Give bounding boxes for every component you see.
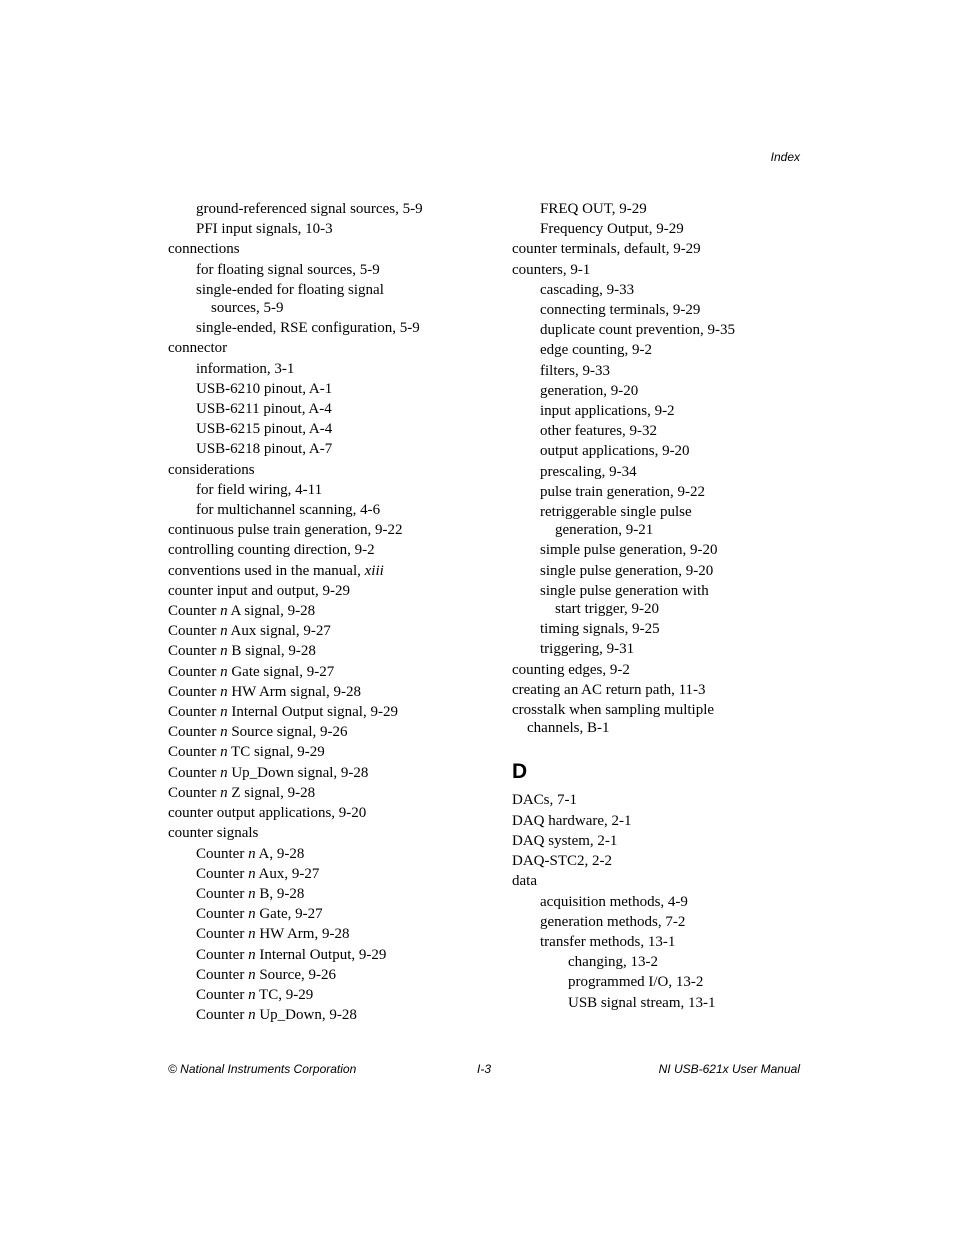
index-subentry: generation, 9-20 [540, 382, 639, 399]
index-subentry: output applications, 9-20 [540, 443, 690, 460]
index-subentry: PFI input signals, 10-3 [196, 221, 333, 238]
entry-text: B signal, 9-28 [227, 643, 316, 660]
index-subentry: information, 3-1 [196, 360, 295, 377]
entry-text: Aux, 9-27 [255, 865, 320, 882]
index-main-entry: DACs, 7-1 [512, 792, 578, 809]
index-subentry [168, 864, 488, 884]
index-subentry: single pulse generation with [540, 582, 709, 599]
entry-italic-variable: n [248, 926, 256, 943]
entry-text: Counter [196, 926, 249, 943]
entry-text: Counter [196, 885, 249, 902]
index-main-entry: counters, 9-1 [512, 261, 591, 278]
entry-text: Up_Down, 9-28 [255, 1007, 357, 1024]
footer-manual-title: NI USB-621x User Manual [658, 1062, 800, 1076]
index-subentry: other features, 9-32 [540, 423, 658, 440]
index-main-entry: DAQ-STC2, 2-2 [512, 853, 612, 870]
index-main-entry: controlling counting direction, 9-2 [168, 542, 375, 559]
index-subentry: for field wiring, 4-11 [196, 481, 323, 498]
index-main-entry: creating an AC return path, 11-3 [512, 681, 706, 698]
footer-copyright: © National Instruments Corporation [168, 1062, 357, 1076]
index-main-entry: counter output applications, 9-20 [168, 805, 367, 822]
entry-italic-variable: n [220, 764, 228, 781]
index-subentry: timing signals, 9-25 [540, 621, 660, 638]
index-main-entry: crosstalk when sampling multiple [512, 702, 715, 719]
entry-text: Counter [168, 784, 221, 801]
index-subentry [168, 945, 488, 965]
index-main-entry: counter terminals, default, 9-29 [512, 241, 701, 258]
entry-italic-variable: n [248, 1007, 256, 1024]
index-subentry: single-ended for floating signal [196, 281, 384, 298]
entry-italic-variable: n [248, 946, 256, 963]
entry-text: TC, 9-29 [255, 986, 314, 1003]
entry-italic-variable: n [220, 623, 228, 640]
entry-text: Gate signal, 9-27 [227, 663, 335, 680]
entry-text: Counter [168, 704, 221, 721]
entry-text: Counter [168, 724, 221, 741]
index-subentry: triggering, 9-31 [540, 641, 635, 658]
entry-text: Counter [196, 986, 249, 1003]
index-main-entry: DAQ system, 2-1 [512, 832, 618, 849]
index-main-entry [168, 601, 488, 621]
index-main-entry: continuous pulse train generation, 9-22 [168, 522, 403, 539]
index-sub-subentry: USB signal stream, 13-1 [568, 994, 716, 1011]
entry-italic-variable: n [248, 845, 256, 862]
index-subentry: input applications, 9-2 [540, 403, 675, 420]
entry-text: Up_Down signal, 9-28 [227, 764, 369, 781]
entry-text: HW Arm, 9-28 [255, 926, 350, 943]
entry-text: Counter [196, 865, 249, 882]
index-sub-subentry: programmed I/O, 13-2 [568, 974, 704, 991]
index-main-entry: considerations [168, 461, 255, 478]
entry-italic-variable: n [220, 683, 228, 700]
index-subentry: FREQ OUT, 9-29 [540, 201, 647, 217]
entry-text: Z signal, 9-28 [227, 784, 316, 801]
index-subentry: filters, 9-33 [540, 362, 610, 379]
entry-text: Counter [168, 663, 221, 680]
entry-text: Source, 9-26 [255, 966, 336, 983]
entry-text: Counter [168, 683, 221, 700]
section-letter-heading: D [512, 760, 528, 784]
index-main-entry: connections [168, 241, 240, 258]
index-subentry: pulse train generation, 9-22 [540, 483, 705, 500]
index-main-entry [168, 763, 488, 783]
index-subentry [168, 965, 488, 985]
entry-italic-variable: n [220, 704, 228, 721]
index-main-entry [168, 682, 488, 702]
index-sub-subentry: changing, 13-2 [568, 954, 658, 971]
index-main-entry [168, 561, 488, 581]
entry-italic-variable: n [248, 906, 256, 923]
entry-text: B, 9-28 [255, 885, 305, 902]
entry-italic-variable: n [220, 643, 228, 660]
entry-text: Counter [196, 946, 249, 963]
index-subentry: USB-6210 pinout, A-1 [196, 380, 333, 397]
index-subentry [168, 884, 488, 904]
index-subentry: single pulse generation, 9-20 [540, 562, 714, 579]
entry-text: Gate, 9-27 [255, 906, 323, 923]
index-subentry: edge counting, 9-2 [540, 342, 653, 359]
entry-italic-variable: n [248, 966, 256, 983]
entry-text: Counter [196, 906, 249, 923]
index-main-entry: counting edges, 9-2 [512, 661, 630, 678]
index-subentry: generation methods, 7-2 [540, 913, 686, 930]
index-main-entry [168, 742, 488, 762]
entry-italic-variable: n [248, 986, 256, 1003]
entry-text: A, 9-28 [255, 845, 305, 862]
index-column-left [168, 199, 488, 1025]
index-subentry: ground-referenced signal sources, 5-9 [196, 201, 423, 217]
index-subentry: connecting terminals, 9-29 [540, 302, 701, 319]
index-subentry: duplicate count prevention, 9-35 [540, 322, 735, 339]
index-subentry: for floating signal sources, 5-9 [196, 261, 380, 278]
entry-text: Counter [196, 1007, 249, 1024]
index-main-entry: counter signals [168, 825, 259, 842]
index-main-entry [168, 722, 488, 742]
entry-text: Counter [168, 603, 221, 620]
index-main-entry: channels, B-1 [527, 720, 610, 737]
entry-italic-variable: n [220, 663, 228, 680]
index-subentry: USB-6211 pinout, A-4 [196, 401, 332, 418]
index-main-entry: DAQ hardware, 2-1 [512, 812, 632, 829]
index-subentry: cascading, 9-33 [540, 281, 635, 298]
index-subentry [168, 844, 488, 864]
entry-italic-variable: n [248, 865, 256, 882]
entry-text: Source signal, 9-26 [227, 724, 348, 741]
entry-text: Counter [168, 764, 221, 781]
entry-italic-variable: n [220, 744, 228, 761]
index-main-entry [168, 662, 488, 682]
entry-text: Counter [168, 744, 221, 761]
entry-text: Counter [196, 966, 249, 983]
index-main-entry [168, 621, 488, 641]
index-subentry [168, 924, 488, 944]
entry-text: Counter [168, 623, 221, 640]
footer-page-number: I-3 [477, 1062, 492, 1076]
entry-text: HW Arm signal, 9-28 [227, 683, 362, 700]
index-main-entry: connector [168, 340, 228, 357]
index-subentry: single-ended, RSE configuration, 5-9 [196, 320, 420, 337]
index-column-right [512, 199, 832, 1013]
entry-italic-variable: n [220, 724, 228, 741]
index-subentry: acquisition methods, 4-9 [540, 893, 688, 910]
entry-text: Counter [168, 643, 221, 660]
index-subentry: sources, 5-9 [211, 300, 284, 317]
index-main-entry [168, 783, 488, 803]
index-subentry: for multichannel scanning, 4-6 [196, 502, 381, 519]
index-subentry [168, 1005, 488, 1025]
index-main-entry [168, 641, 488, 661]
index-subentry: USB-6215 pinout, A-4 [196, 421, 333, 438]
entry-text: Internal Output signal, 9-29 [227, 704, 398, 721]
index-main-entry: counter input and output, 9-29 [168, 582, 351, 599]
index-subentry: retriggerable single pulse [540, 504, 692, 521]
index-subentry: start trigger, 9-20 [555, 601, 659, 618]
entry-italic-variable: n [248, 885, 256, 902]
entry-italic-variable: xiii [364, 562, 384, 579]
index-main-entry: data [512, 873, 537, 890]
entry-text: Counter [196, 845, 249, 862]
index-main-entry [168, 702, 488, 722]
index-subentry: Frequency Output, 9-29 [540, 221, 684, 238]
entry-text: TC signal, 9-29 [227, 744, 325, 761]
index-subentry [168, 985, 488, 1005]
entry-text: Internal Output, 9-29 [255, 946, 387, 963]
index-subentry: simple pulse generation, 9-20 [540, 542, 718, 559]
running-header: Index [770, 150, 800, 164]
entry-text: Aux signal, 9-27 [227, 623, 331, 640]
index-subentry: transfer methods, 13-1 [540, 933, 676, 950]
index-subentry: generation, 9-21 [555, 522, 654, 539]
index-subentry: USB-6218 pinout, A-7 [196, 441, 333, 458]
entry-italic-variable: n [220, 784, 228, 801]
entry-italic-variable: n [220, 603, 228, 620]
entry-text: conventions used in the manual, [168, 562, 365, 579]
index-subentry: prescaling, 9-34 [540, 463, 637, 480]
index-subentry [168, 904, 488, 924]
entry-text: A signal, 9-28 [227, 603, 316, 620]
